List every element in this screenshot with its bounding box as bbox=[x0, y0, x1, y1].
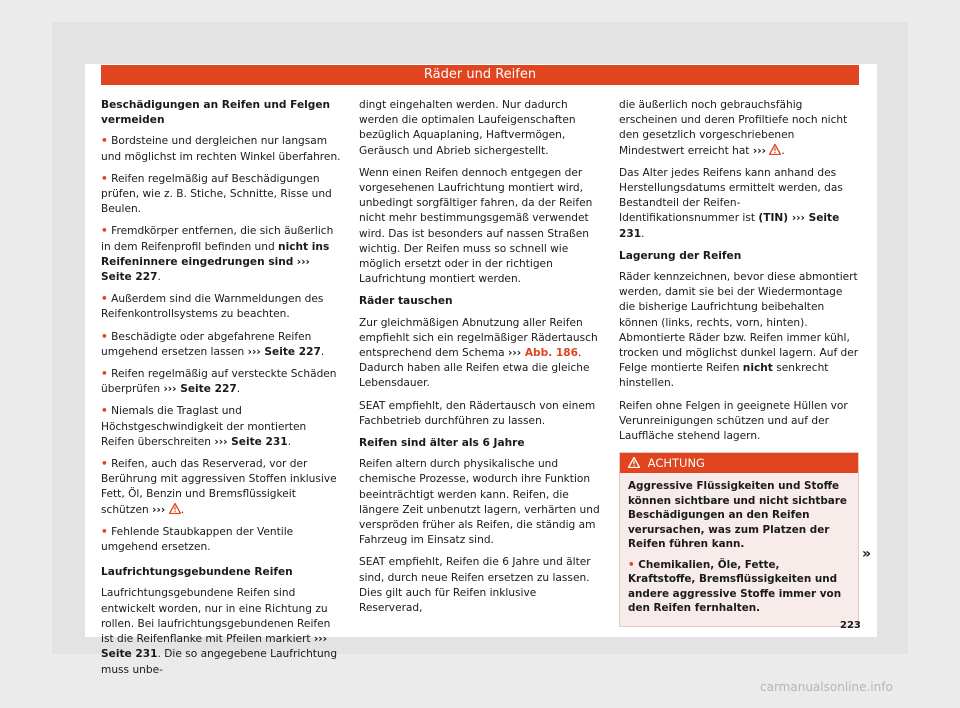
heading-old-tyres: Reifen sind älter als 6 Jahre bbox=[359, 437, 525, 450]
warning-box bbox=[619, 452, 859, 627]
warning-bullet: • Chemikalien, Öle, Fette, Kraftstoffe, Bremsflüssigkeiten und andere aggressive Stoffe immer von den Reifen fernhalten. bbox=[628, 558, 842, 615]
paragraph: Reifen ohne Felgen in geeignete Hüllen vor Verunreinigungen schützen und auf der Lauffläche stehend lagern. bbox=[619, 399, 848, 443]
paragraph: dingt eingehalten werden. Nur dadurch werden die optimalen Laufeigenschaften bezüglich Aquaplaning, Haftvermögen, Geräusch und Abrieb sichergestellt. bbox=[359, 99, 576, 157]
page-number: 223 bbox=[840, 620, 861, 631]
warning-triangle-icon bbox=[169, 503, 181, 514]
paragraph: Wenn einen Reifen dennoch entgegen der vorgesehenen Laufrichtung montiert wird, unbedingt sorgfältiger fahren, da der Reifen nicht mehr bestimmungsgemäß verwendet wird. Das ist besonders auf nassen Straßen wichtig. Der Reifen muss so schnell wie möglich ersetzt oder in der richtigen Laufrichtung montiert werden. bbox=[359, 166, 593, 286]
column-3 bbox=[619, 98, 859, 627]
warning-header bbox=[620, 453, 858, 473]
bullet-item: • Beschädigte oder abgefahrene Reifen umgehend ersetzen lassen ››› Seite 227. bbox=[101, 330, 325, 358]
continue-arrow-icon: » bbox=[862, 546, 872, 562]
heading-rotate: Räder tauschen bbox=[359, 295, 453, 308]
bullet-item: • Niemals die Traglast und Höchstgeschwindigkeit der montierten Reifen überschreiten ››› Seite 231. bbox=[101, 405, 307, 448]
paragraph: die äußerlich noch gebrauchsfähig erscheinen und deren Profiltiefe noch nicht den gesetzlich vorgeschriebenen Mindestwert erreicht hat ››› . bbox=[619, 99, 848, 157]
column-2 bbox=[359, 98, 601, 623]
page-link[interactable]: ››› Seite 231 bbox=[619, 212, 840, 240]
paragraph: Reifen altern durch physikalische und chemische Prozesse, wodurch ihre Funktion beeinträchtigt werden kann. Reifen, die längere Zeit unbenutzt lagern, verhärten und verspröden früher als Reifen, die ständig am Fahrzeug im Einsatz sind. bbox=[359, 458, 600, 547]
paragraph: Räder kennzeichnen, bevor diese abmontiert werden, damit sie bei der Wiedermontage die bisherige Laufrichtung beibehalten können (links, rechts, vorn, hinten). Abmontierte Räder bzw. Reifen immer kühl, trocken und möglichst dunkel lagern. Auf der Felge montierte Reifen nicht senkrecht hinstellen. bbox=[619, 271, 859, 390]
bullet-item: • Reifen regelmäßig auf versteckte Schäden überprüfen ››› Seite 227. bbox=[101, 368, 337, 396]
page-link[interactable]: ››› Seite 231 bbox=[214, 435, 288, 448]
paragraph: Zur gleichmäßigen Abnutzung aller Reifen empfiehlt sich ein regelmäßiger Rädertausch entsprechend dem Schema ››› Abb. 186. Dadurch haben alle Reifen etwa die gleiche Lebensdauer. bbox=[359, 316, 598, 390]
warning-link[interactable]: ››› bbox=[152, 503, 166, 516]
warning-title: ACHTUNG bbox=[647, 456, 705, 471]
bullet-item: • Fehlende Staubkappen der Ventile umgehend ersetzen. bbox=[101, 525, 294, 554]
page-link[interactable]: ››› Seite 231 bbox=[101, 633, 328, 661]
section-header: Räder und Reifen bbox=[101, 65, 859, 85]
heading-damage: Beschädigungen an Reifen und Felgen vermeiden bbox=[101, 99, 331, 127]
bullet-item: • Außerdem sind die Warnmeldungen des Reifenkontrollsystems zu beachten. bbox=[101, 293, 324, 321]
watermark: carmanualsonline.info bbox=[760, 680, 893, 694]
paragraph: SEAT empfiehlt, Reifen die 6 Jahre und älter sind, durch neue Reifen ersetzen zu lassen. Dies gilt auch für Reifen inklusive Reserverad, bbox=[359, 556, 591, 615]
page-link[interactable]: Seite 227 bbox=[101, 271, 158, 284]
bullet-item: • Fremdkörper entfernen, die sich äußerlich in dem Reifenprofil befinden und nicht ins Reifeninnere eingedrungen sind ››› Seite 227. bbox=[101, 225, 334, 284]
figure-link[interactable]: Abb. 186 bbox=[521, 347, 579, 360]
warning-body bbox=[620, 473, 858, 626]
page-link[interactable]: ››› Seite 227 bbox=[163, 383, 237, 396]
paragraph: SEAT empfiehlt, den Rädertausch von einem Fachbetrieb durchführen zu lassen. bbox=[359, 399, 596, 427]
bullet-item: • Reifen regelmäßig auf Beschädigungen prüfen, wie z. B. Stiche, Schnitte, Risse und Beulen. bbox=[101, 172, 332, 216]
column-1 bbox=[101, 98, 341, 685]
bullet-item: • Bordsteine und dergleichen nur langsam und möglichst im rechten Winkel überfahren. bbox=[101, 135, 341, 163]
warning-text: Aggressive Flüssigkeiten und Stoffe können sichtbare und nicht sichtbare Beschädigungen an den Reifen verursachen, was zum Platzen der Reifen führen kann. bbox=[628, 480, 847, 551]
page-link[interactable]: ››› Seite 227 bbox=[247, 345, 321, 358]
warning-link[interactable]: ››› bbox=[752, 144, 766, 157]
bullet-item: • Reifen, auch das Reserverad, vor der Berührung mit aggressiven Stoffen inklusive Fett, Öl, Benzin und Bremsflüssigkeit schützen ››› . bbox=[101, 458, 337, 516]
page-link[interactable]: ››› bbox=[296, 255, 310, 268]
paragraph: Laufrichtungsgebundene Reifen sind entwickelt worden, nur in eine Richtung zu rollen. Bei laufrichtungsgebundenen Reifen ist die Reifenflanke mit Pfeilen markiert ››› Seite 231. Die so angegebene Laufrichtung muss unbe- bbox=[101, 587, 338, 676]
warning-triangle-icon bbox=[628, 457, 640, 468]
heading-direction: Laufrichtungsgebundene Reifen bbox=[101, 566, 293, 579]
figure-link[interactable]: ››› bbox=[508, 347, 522, 360]
paragraph: Das Alter jedes Reifens kann anhand des Herstellungsdatums ermittelt werden, das Bestandteil der Reifen-Identifikationsnummer ist (TIN) ››› Seite 231. bbox=[619, 166, 843, 240]
heading-storage: Lagerung der Reifen bbox=[619, 249, 742, 262]
warning-triangle-icon bbox=[769, 144, 781, 155]
